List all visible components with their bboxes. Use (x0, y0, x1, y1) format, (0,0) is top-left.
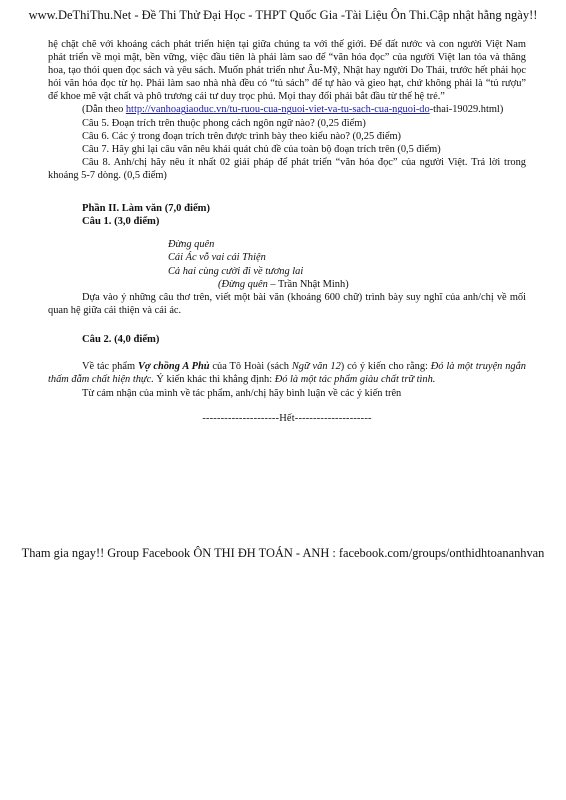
poem-source-title: (Đừng quên (218, 278, 268, 290)
question-6: Câu 6. Các ý trong đoạn trích trên được trình bày theo kiểu nào? (0,25 điểm) (82, 130, 402, 142)
passage-source (48, 103, 526, 116)
page-footer: Tham gia ngay!! Group Facebook ÔN THI ĐH TOÁN - ANH : facebook.com/groups/onthidhtoananhvan (21, 546, 545, 560)
poem-line: Cái Ác vỗ vai cái Thiện (168, 252, 266, 264)
cau2-text: ) có ý kiến cho rằng: (340, 361, 431, 373)
question-5: Câu 5. Đoạn trích trên thuộc phong cách ngôn ngữ nào? (0,25 điểm) (82, 117, 366, 129)
cau2-book-title: Ngữ văn 12 (291, 361, 341, 373)
cau1-prompt: Dựa vào ý những câu thơ trên, viết một bài văn (khoảng 600 chữ) trình bày suy nghĩ của anh/chị về mối quan hệ giữa cái thiện và cái ác. (48, 292, 526, 317)
cau2-text: của Tô Hoài (sách (209, 361, 292, 373)
question-8: Câu 8. Anh/chị hãy nêu ít nhất 02 giải pháp để phát triển “văn hóa đọc” của người Việt. Trả lời trong khoảng 5-7 dòng. (0,5 điểm) (48, 156, 526, 181)
cau2-opinion-1: Đó là một truyện ngắn thấm đẫm chất hiện thực. (48, 361, 526, 386)
cau2-title: Câu 2. (4,0 điểm) (82, 334, 160, 346)
question-7: Câu 7. Hãy ghi lại câu văn nêu khái quát chủ đề của toàn bộ đoạn trích trên (0,5 điểm) (82, 143, 441, 155)
cau2-text: Ý kiến khác thì khẳng định: (153, 374, 275, 386)
document-body (48, 38, 526, 425)
poem-source (168, 278, 526, 291)
cau2-work-title: Vợ chồng A Phủ (137, 361, 210, 373)
page-header: www.DeThiThu.Net - Đề Thi Thử Đại Học - THPT Quốc Gia -Tài Liệu Ôn Thi.Cập nhật hằng ngày!! (28, 8, 538, 22)
source-suffix: -thai-19029.html) (429, 104, 504, 116)
passage-paragraph: hệ chặt chẽ với khoảng cách phát triển hiện tại giữa chúng ta với thế giới. Để đất nước và con người Việt Nam phát triển về mọi mặt, bền vững, việc đầu tiên là phải làm sao để “văn hóa đọc” của người Việt lan tỏa và thăng hoa, tạo thói quen đọc sách và yêu sách. Muốn phát triển như Âu-Mỹ, Nhật hay người Do Thái, trước hết phải học hỏi văn hóa đọc từ họ. Phải làm sao nhà nhà đều có “tủ sách” để tự hào và gieo hạt, chứ không phải là “tủ rượu” để khoe mẽ vật chất và phô trương cái tư duy trọc phú. Mọi thay đổi phải bắt đầu từ thế hệ trẻ.” (48, 39, 526, 103)
cau2-prompt: Từ cảm nhận của mình về tác phẩm, anh/chị hãy bình luận về các ý kiến trên (82, 387, 402, 399)
poem-source-author: – Trần Nhật Minh) (267, 278, 349, 290)
cau1-title: Câu 1. (3,0 điểm) (82, 216, 160, 228)
part2-title: Phần II. Làm văn (7,0 điểm) (82, 203, 211, 215)
end-marker: ---------------------Hết--------------------- (202, 412, 372, 424)
source-link[interactable]: http://vanhoagiaoduc.vn/tu-ruou-cua-nguoi-viet-va-tu-sach-cua-nguoi-do (125, 104, 430, 116)
cau2-body (48, 360, 526, 386)
source-prefix: (Dẫn theo (82, 104, 126, 116)
cau2-text: Về tác phẩm (82, 361, 138, 373)
cau2-opinion-2: Đó là một tác phẩm giàu chất trữ tình. (274, 374, 436, 386)
poem (168, 238, 526, 291)
poem-line: Đừng quên (168, 239, 215, 251)
poem-line: Cả hai cùng cười đi về tương lai (168, 265, 304, 277)
